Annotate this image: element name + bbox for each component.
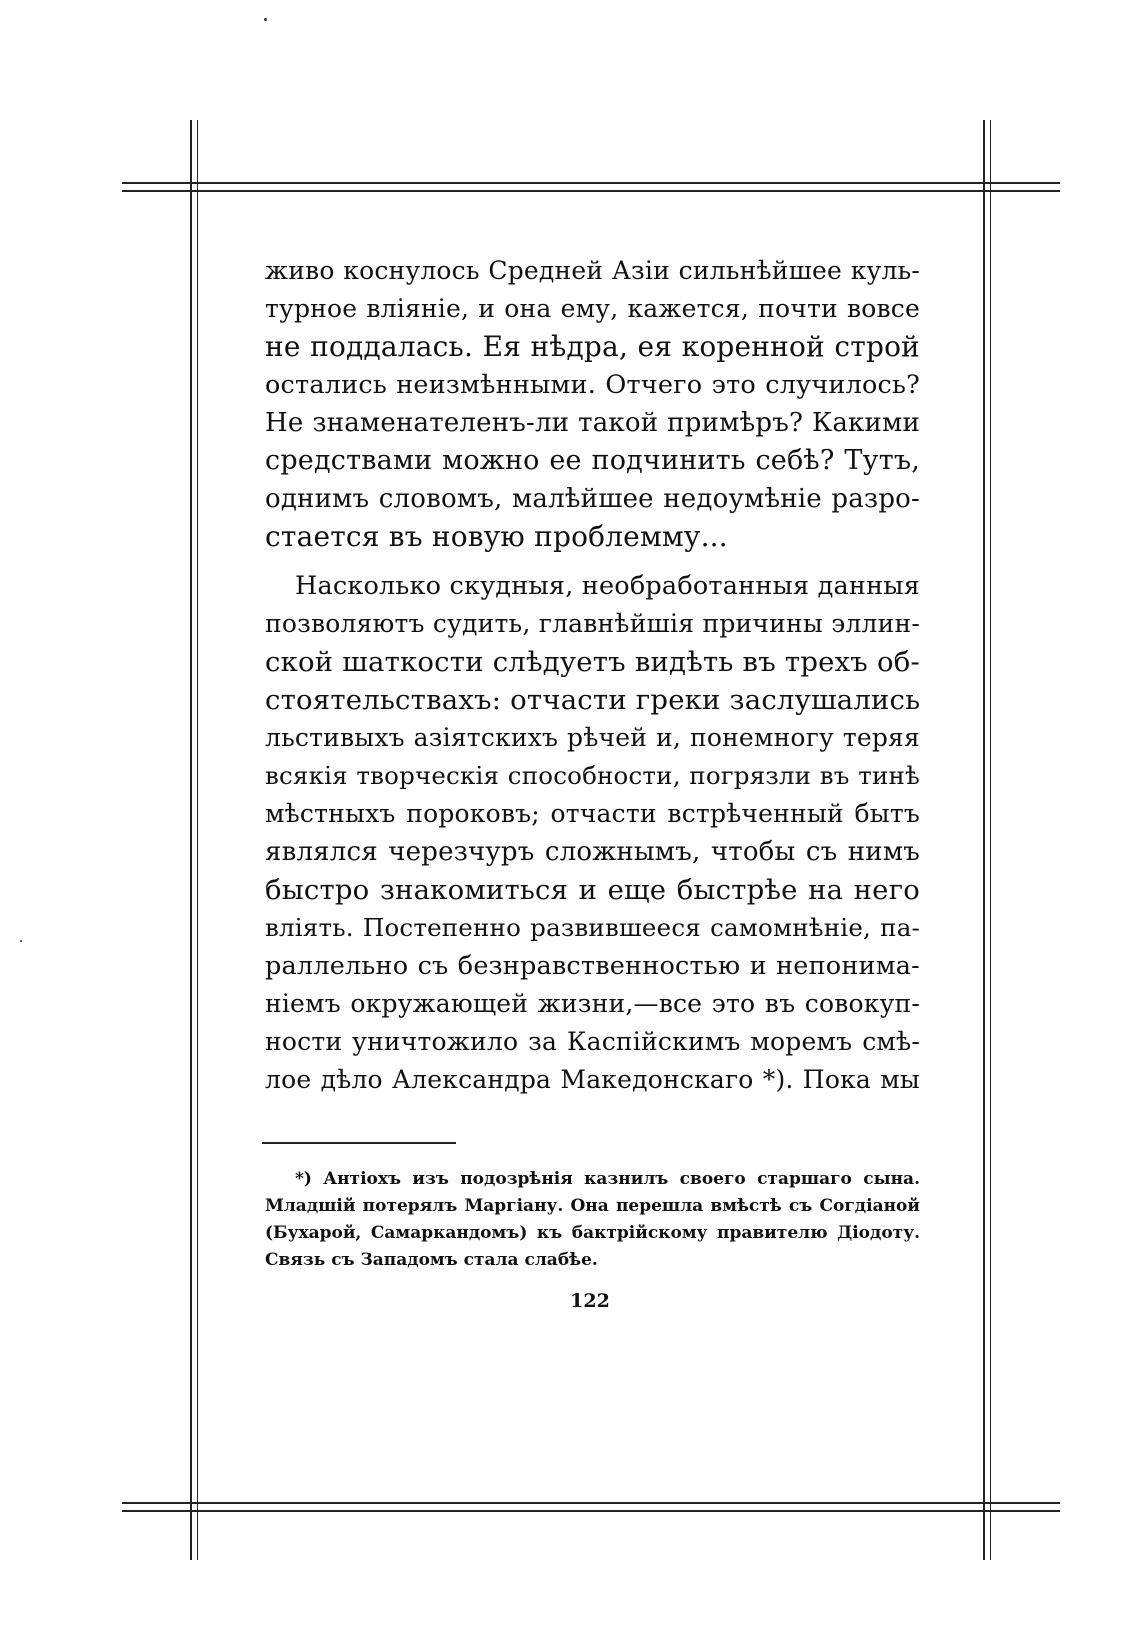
- footnote-divider: [262, 1142, 456, 1144]
- scan-speck: [264, 18, 267, 21]
- text-line: быстро знакомиться и еще быстрѣе на него: [265, 874, 920, 906]
- text-line: являлся черезчуръ сложнымъ, чтобы съ нимъ: [265, 837, 920, 867]
- footnote-line: (Бухарой, Самаркандомъ) къ бактрійскому правителю Діодоту.: [265, 1223, 920, 1243]
- text-line: позволяютъ судить, главнѣйшія причины эллин-: [265, 609, 920, 638]
- frame-rule-right: [983, 120, 991, 1560]
- page-number: 122: [570, 1290, 610, 1312]
- frame-rule-left: [190, 120, 198, 1560]
- text-line: средствами можно ее подчинить себѣ? Тутъ,: [265, 445, 920, 476]
- text-line: турное вліяніе, и она ему, кажется, почти вовсе: [265, 294, 920, 323]
- scan-speck: [20, 940, 22, 942]
- body-text: [265, 252, 920, 1099]
- footnote: [265, 1166, 920, 1274]
- text-line: льстивыхъ азіятскихъ рѣчей и, понемногу теряя: [265, 723, 920, 752]
- text-line: лое дѣло Александра Македонскаго *). Пока мы: [265, 1065, 920, 1094]
- text-line: стается въ новую проблемму...: [265, 520, 728, 553]
- frame-rule-bottom: [122, 1502, 1060, 1512]
- text-line: остались неизмѣнными. Отчего это случилось?: [265, 370, 920, 400]
- text-line: мѣстныхъ пороковъ; отчасти встрѣченный бытъ: [265, 799, 920, 828]
- paragraph-1: [265, 252, 920, 556]
- text-line: раллельно съ безнравственностью и непонима-: [265, 951, 920, 981]
- text-line: ности уничтожило за Каспійскимъ моремъ смѣ-: [265, 1027, 920, 1056]
- footnote-line: Связь съ Западомъ стала слабѣе.: [265, 1250, 598, 1270]
- paragraph-2: [265, 567, 920, 1099]
- text-line: всякія творческія способности, погрязли въ тинѣ: [265, 761, 920, 790]
- frame-rule-top: [122, 182, 1060, 192]
- text-line: Насколько скудныя, необработанныя данныя: [295, 571, 921, 601]
- text-line: ніемъ окружающей жизни,—все это въ совокуп-: [265, 989, 920, 1018]
- footnote-line: Младшій потерялъ Маргіану. Она перешла вмѣстѣ съ Согдіаной: [265, 1196, 920, 1216]
- text-line: живо коснулось Средней Азіи сильнѣйшее куль-: [265, 256, 920, 285]
- text-line: стоятельствахъ: отчасти греки заслушались: [265, 684, 921, 716]
- footnote-line: *) Антіохъ изъ подозрѣнія казнилъ своего старшаго сына.: [295, 1169, 920, 1189]
- text-line: не поддалась. Ея нѣдра, ея коренной строй: [265, 330, 920, 363]
- text-line: Не знаменателенъ-ли такой примѣръ? Какими: [265, 408, 920, 438]
- text-line: однимъ словомъ, малѣйшее недоумѣніе разро-: [265, 484, 920, 514]
- text-line: ской шаткости слѣдуетъ видѣть въ трехъ об-: [265, 646, 920, 678]
- text-line: вліять. Постепенно развившееся самомнѣніе, па-: [265, 913, 920, 942]
